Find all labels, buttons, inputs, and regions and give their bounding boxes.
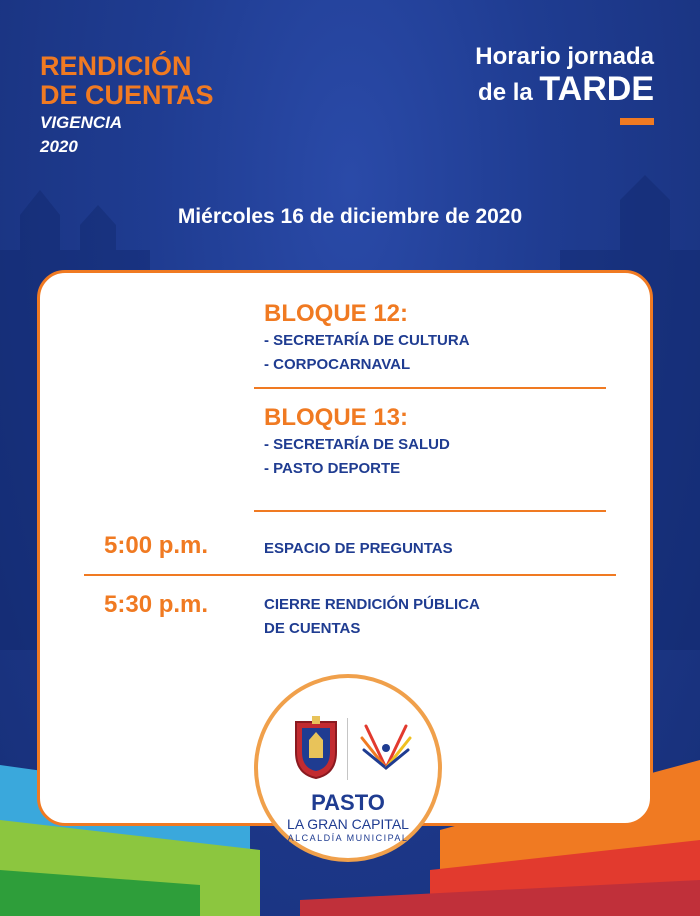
- event-description: ESPACIO DE PREGUNTAS: [264, 540, 453, 557]
- title-line-1: RENDICIÓN: [40, 51, 192, 81]
- logo-tagline: LA GRAN CAPITAL: [287, 816, 409, 832]
- schedule-line-2-prefix: de la: [478, 79, 533, 106]
- event-description: CIERRE RENDICIÓN PÚBLICA: [264, 596, 480, 613]
- logo-subtitle: ALCALDÍA MUNICIPAL: [287, 833, 409, 843]
- separator: [254, 387, 606, 389]
- event-date: Miércoles 16 de diciembre de 2020: [177, 205, 523, 228]
- separator: [254, 510, 606, 512]
- municipal-logo: [254, 674, 442, 862]
- separator: [84, 574, 616, 576]
- block-title: BLOQUE 12:: [264, 300, 409, 327]
- vigencia-year: 2020: [40, 137, 78, 156]
- vigencia-label: VIGENCIA: [40, 113, 123, 132]
- logo-name: PASTO: [311, 790, 385, 815]
- block-title: BLOQUE 13:: [264, 404, 409, 431]
- schedule-emphasis: TARDE: [539, 70, 654, 108]
- schedule-line-1: Horario jornada: [475, 43, 654, 70]
- coat-of-arms-icon: [292, 714, 340, 780]
- event-description: DE CUENTAS: [264, 620, 361, 637]
- event-time: 5:30 p.m.: [104, 591, 209, 618]
- winged-emblem-icon: [358, 718, 414, 778]
- logo-divider: [347, 718, 348, 780]
- block-13: [264, 403, 450, 481]
- block-item: - SECRETARÍA DE CULTURA: [264, 332, 470, 349]
- block-item: - CORPOCARNAVAL: [264, 356, 411, 373]
- event-time: 5:00 p.m.: [104, 532, 209, 559]
- block-12: [264, 299, 470, 377]
- block-item: - PASTO DEPORTE: [264, 460, 401, 477]
- title-line-2: DE CUENTAS: [40, 80, 214, 110]
- block-item: - SECRETARÍA DE SALUD: [264, 436, 450, 453]
